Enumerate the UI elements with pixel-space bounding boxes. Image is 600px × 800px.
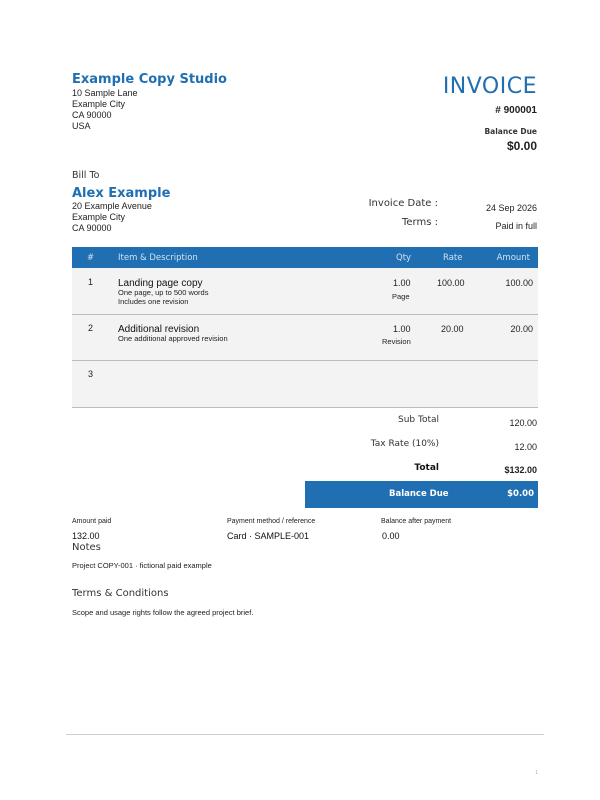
- row-number: 1: [88, 277, 94, 287]
- notes-heading: Notes: [72, 542, 101, 553]
- item-title: Landing page copy: [118, 278, 203, 289]
- items-table-header: [72, 247, 538, 268]
- subtotal-value: 120.00: [509, 418, 537, 428]
- balance-due-bar: [305, 481, 538, 508]
- client-address-line-3: CA 90000: [72, 223, 112, 233]
- item-qty: 1.00: [393, 324, 411, 334]
- terms-label: Terms :: [402, 217, 438, 228]
- item-qty: 1.00: [393, 278, 411, 288]
- table-row: [72, 268, 538, 315]
- company-name: Example Copy Studio: [72, 72, 227, 87]
- terms-heading: Terms & Conditions: [72, 588, 169, 599]
- company-address-line-2: Example City: [72, 99, 126, 109]
- balance-due-bar-value: $0.00: [507, 489, 534, 499]
- total-label: Total: [414, 463, 439, 473]
- invoice-number: # 900001: [495, 105, 537, 116]
- company-address-line-4: USA: [72, 121, 91, 131]
- item-rate: 100.00: [437, 278, 465, 288]
- item-rate: 20.00: [441, 324, 464, 334]
- amount-paid-value: 132.00: [72, 531, 100, 541]
- footer-divider: [66, 734, 544, 735]
- subtotal-label: Sub Total: [397, 415, 439, 425]
- item-detail: One page, up to 500 words: [118, 288, 209, 297]
- invoice-title: INVOICE: [442, 74, 537, 99]
- header-qty: Qty: [396, 253, 412, 263]
- client-address-line-2: Example City: [72, 212, 126, 222]
- tax-label: Tax Rate (10%): [370, 439, 439, 449]
- item-amount: 100.00: [505, 278, 533, 288]
- bill-to-label: Bill To: [72, 170, 100, 181]
- table-row: [72, 315, 538, 361]
- total-value: $132.00: [504, 465, 537, 475]
- invoice-date-value: 24 Sep 2026: [485, 203, 537, 213]
- header-amount: Amount: [496, 253, 530, 263]
- client-name: Alex Example: [72, 186, 171, 201]
- item-unit: Page: [392, 292, 410, 301]
- tax-value: 12.00: [514, 442, 537, 452]
- notes-text: Project COPY-001 · fictional paid example: [72, 561, 212, 570]
- table-row: [72, 361, 538, 408]
- balance-due-bar-label: Balance Due: [389, 489, 449, 499]
- invoice-date-label: Invoice Date :: [368, 198, 438, 209]
- item-detail: Includes one revision: [118, 297, 189, 306]
- payment-method-label: Payment method / reference: [227, 518, 316, 525]
- payment-method-value: Card · SAMPLE-001: [227, 531, 310, 541]
- balance-after-value: 0.00: [382, 531, 400, 541]
- terms-value: Paid in full: [495, 221, 537, 231]
- row-number: 2: [88, 323, 94, 333]
- balance-after-label: Balance after payment: [381, 518, 452, 525]
- client-address-line-1: 20 Example Avenue: [72, 201, 152, 211]
- item-title: Additional revision: [118, 324, 200, 335]
- balance-due-value: $0.00: [506, 139, 537, 153]
- item-detail: One additional approved revision: [118, 334, 228, 343]
- header-rate: Rate: [443, 253, 463, 263]
- company-address-line-1: 10 Sample Lane: [72, 88, 138, 98]
- terms-text: Scope and usage rights follow the agreed project brief.: [72, 608, 254, 617]
- balance-due-label: Balance Due: [484, 127, 537, 136]
- item-unit: Revision: [382, 337, 411, 346]
- page-number: 1: [535, 770, 538, 776]
- row-number: 3: [88, 369, 94, 379]
- company-address-line-3: CA 90000: [72, 110, 112, 120]
- amount-paid-label: Amount paid: [72, 518, 112, 525]
- item-amount: 20.00: [510, 324, 533, 334]
- header-item: Item & Description: [118, 253, 198, 263]
- header-number: #: [87, 253, 95, 263]
